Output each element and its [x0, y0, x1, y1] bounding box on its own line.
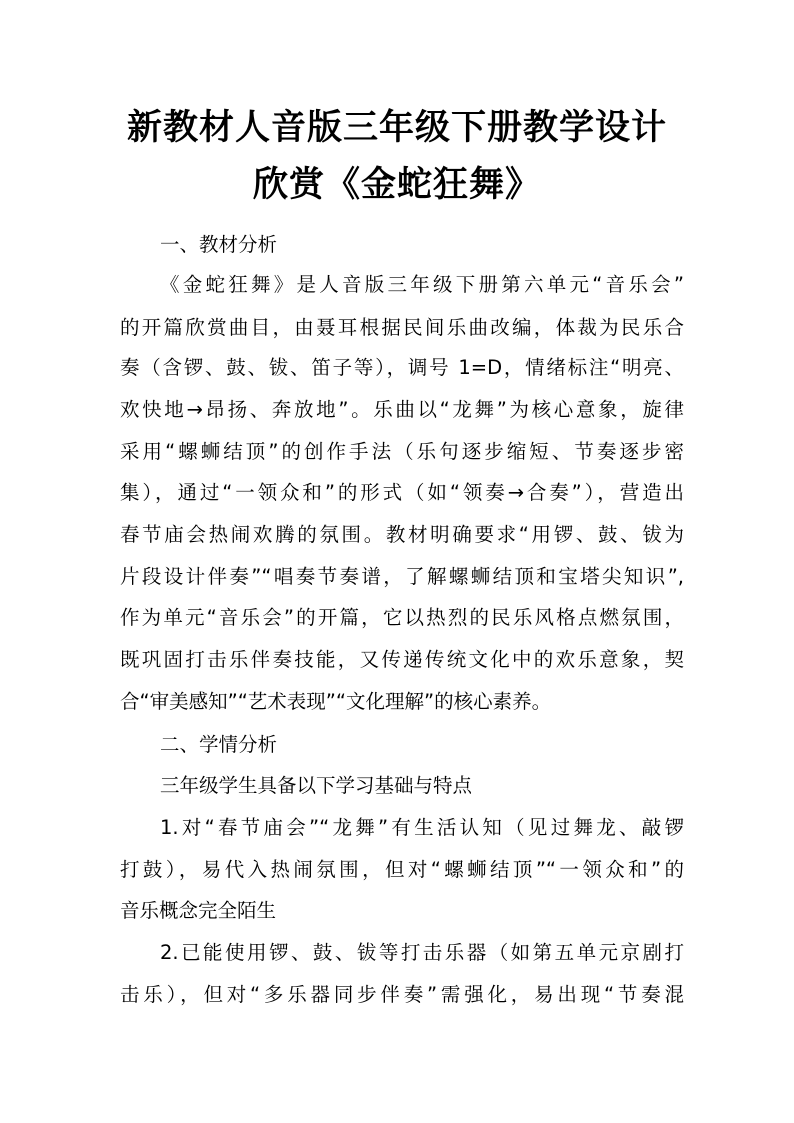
paragraph-line: 合“审美感知”“艺术表现”“文化理解”的核心素养。 [120, 690, 552, 713]
list-item-line: 1.对“春节庙会”“龙舞”有生活认知（见过舞龙、敲锣 [160, 816, 684, 839]
document-title: 新教材人音版三年级下册教学设计 [126, 108, 667, 148]
paragraph-line: 三年级学生具备以下学习基础与特点 [160, 774, 473, 797]
paragraph-line: 欢快地→昂扬、奔放地”。乐曲以“龙舞”为核心意象，旋律 [120, 398, 684, 421]
list-item-line: 音乐概念完全陌生 [120, 899, 277, 922]
paragraph-line: 作为单元“音乐会”的开篇，它以热烈的民乐风格点燃氛围， [120, 606, 684, 629]
paragraph-line: 集），通过“一领众和”的形式（如“领奏→合奏”），营造出 [120, 481, 684, 504]
section-heading-textbook-analysis: 一、教材分析 [160, 233, 278, 256]
list-item-line: 打鼓），易代入热闹氛围，但对“螺蛳结顶”“一领众和”的 [120, 858, 684, 881]
document-subtitle: 欣赏《金蛇狂舞》 [252, 165, 541, 205]
paragraph-line: 既巩固打击乐伴奏技能，又传递传统文化中的欢乐意象，契 [120, 648, 684, 671]
paragraph-line: 的开篇欣赏曲目，由聂耳根据民间乐曲改编，体裁为民乐合 [120, 316, 684, 339]
section-heading-learner-analysis: 二、学情分析 [160, 733, 278, 756]
paragraph-line: 奏（含锣、鼓、钹、笛子等），调号 1=D，情绪标注“明亮、 [120, 356, 684, 379]
list-item-line: 2.已能使用锣、鼓、钹等打击乐器（如第五单元京剧打 [160, 941, 684, 964]
list-item-line: 击乐），但对“多乐器同步伴奏”需强化，易出现“节奏混 [120, 983, 684, 1006]
paragraph-line: 《金蛇狂舞》是人音版三年级下册第六单元“音乐会” [160, 273, 684, 296]
paragraph-line: 采用“螺蛳结顶”的创作手法（乐句逐步缩短、节奏逐步密 [120, 440, 684, 463]
paragraph-line: 片段设计伴奏”“唱奏节奏谱，了解螺蛳结顶和宝塔尖知识”, [120, 565, 684, 588]
paragraph-line: 春节庙会热闹欢腾的氛围。教材明确要求“用锣、鼓、钹为 [120, 523, 684, 546]
